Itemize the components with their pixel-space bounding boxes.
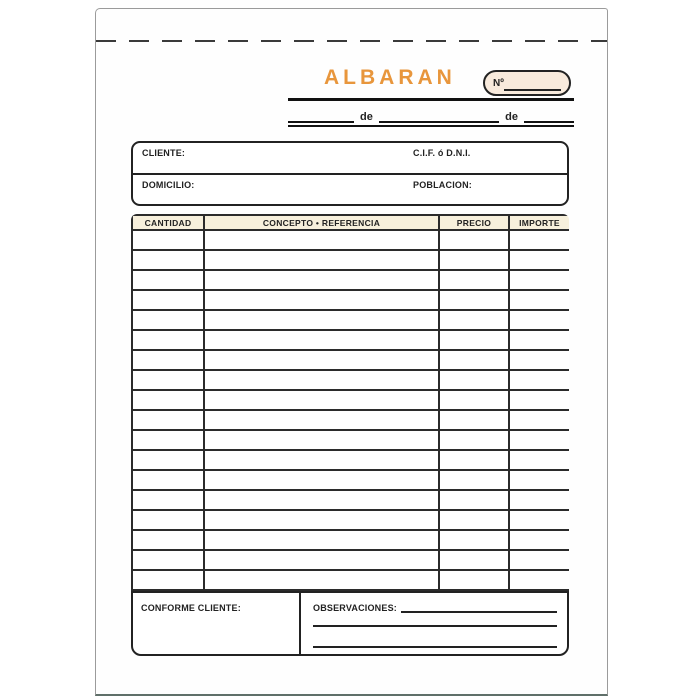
cell-importe [509,470,569,490]
cell-cantidad [132,330,204,350]
items-header-row [132,215,569,230]
date-underline [288,125,574,127]
cell-concepto [204,270,439,290]
tear-dashed-line [96,40,607,42]
cell-concepto [204,470,439,490]
date-word-de-2: de [505,111,518,123]
observaciones-area [301,593,567,654]
cell-cantidad [132,230,204,250]
delivery-note-sheet [95,8,608,696]
table-row [132,490,569,510]
table-row [132,390,569,410]
observaciones-blank-1 [401,603,557,613]
cell-importe [509,570,569,590]
cell-cantidad [132,470,204,490]
header-importe: IMPORTE [509,215,569,230]
date-month-blank [379,107,499,123]
table-row [132,290,569,310]
cell-cantidad [132,570,204,590]
cell-importe [509,330,569,350]
header-precio: PRECIO [439,215,509,230]
cell-importe [509,450,569,470]
cell-cantidad [132,490,204,510]
cell-precio [439,350,509,370]
cell-importe [509,550,569,570]
cell-concepto [204,290,439,310]
cell-concepto [204,490,439,510]
table-row [132,470,569,490]
cell-importe [509,270,569,290]
cell-precio [439,370,509,390]
cell-concepto [204,550,439,570]
cell-cantidad [132,550,204,570]
conforme-label: CONFORME CLIENTE: [141,603,241,613]
cell-precio [439,230,509,250]
cell-concepto [204,530,439,550]
table-row [132,330,569,350]
cell-importe [509,230,569,250]
table-row [132,350,569,370]
cell-concepto [204,370,439,390]
items-table [131,214,569,611]
conforme-cliente-area [133,593,301,654]
cell-cantidad [132,410,204,430]
cell-concepto [204,450,439,470]
cell-concepto [204,570,439,590]
cell-importe [509,510,569,530]
footer-box [131,591,569,656]
table-row [132,530,569,550]
table-row [132,250,569,270]
domicilio-label: DOMICILIO: [142,180,195,190]
cell-concepto [204,230,439,250]
date-year-blank [524,107,574,123]
header-cantidad: CANTIDAD [132,215,204,230]
cell-cantidad [132,450,204,470]
cell-concepto [204,430,439,450]
form-title: ALBARAN [324,66,456,89]
table-row [132,510,569,530]
client-row-2 [133,175,567,205]
cell-precio [439,510,509,530]
items-table-wrap [131,214,569,611]
cell-cantidad [132,250,204,270]
cell-precio [439,250,509,270]
number-blank-line [504,75,561,90]
cell-cantidad [132,370,204,390]
cell-precio [439,270,509,290]
cell-cantidad [132,270,204,290]
cell-importe [509,430,569,450]
cell-precio [439,310,509,330]
cell-precio [439,550,509,570]
client-info-box [131,141,569,206]
cell-importe [509,250,569,270]
observaciones-head [313,599,557,613]
cell-precio [439,530,509,550]
cell-concepto [204,410,439,430]
table-row [132,430,569,450]
cell-precio [439,490,509,510]
client-row-1 [133,143,567,175]
table-row [132,230,569,250]
observaciones-label: OBSERVACIONES: [313,603,397,613]
table-row [132,310,569,330]
cell-concepto [204,330,439,350]
cell-precio [439,390,509,410]
document-number-field [483,70,571,96]
cell-importe [509,370,569,390]
table-row [132,550,569,570]
table-row [132,570,569,590]
date-word-de-1: de [360,111,373,123]
cell-concepto [204,510,439,530]
cell-concepto [204,350,439,370]
cell-importe [509,530,569,550]
header-concepto: CONCEPTO • REFERENCIA [204,215,439,230]
cell-cantidad [132,310,204,330]
table-row [132,270,569,290]
table-row [132,370,569,390]
table-row [132,450,569,470]
poblacion-label: POBLACION: [413,180,472,190]
cell-cantidad [132,510,204,530]
cell-cantidad [132,290,204,310]
number-label: Nº [493,77,504,89]
cell-precio [439,570,509,590]
cell-importe [509,350,569,370]
cell-importe [509,410,569,430]
cell-cantidad [132,350,204,370]
cell-precio [439,450,509,470]
observaciones-blank-3 [313,646,557,648]
cell-concepto [204,310,439,330]
title-underline [288,98,574,101]
date-day-blank [288,107,354,123]
cell-cantidad [132,530,204,550]
cell-precio [439,430,509,450]
cif-dni-label: C.I.F. ó D.N.I. [413,148,471,158]
table-row [132,410,569,430]
cell-importe [509,390,569,410]
cell-precio [439,470,509,490]
cell-precio [439,290,509,310]
cell-precio [439,330,509,350]
cell-importe [509,310,569,330]
cell-cantidad [132,430,204,450]
cell-importe [509,290,569,310]
observaciones-blank-2 [313,625,557,627]
cell-concepto [204,250,439,270]
cell-concepto [204,390,439,410]
cell-cantidad [132,390,204,410]
date-line [288,109,574,123]
cliente-label: CLIENTE: [142,148,186,158]
cell-precio [439,410,509,430]
cell-importe [509,490,569,510]
